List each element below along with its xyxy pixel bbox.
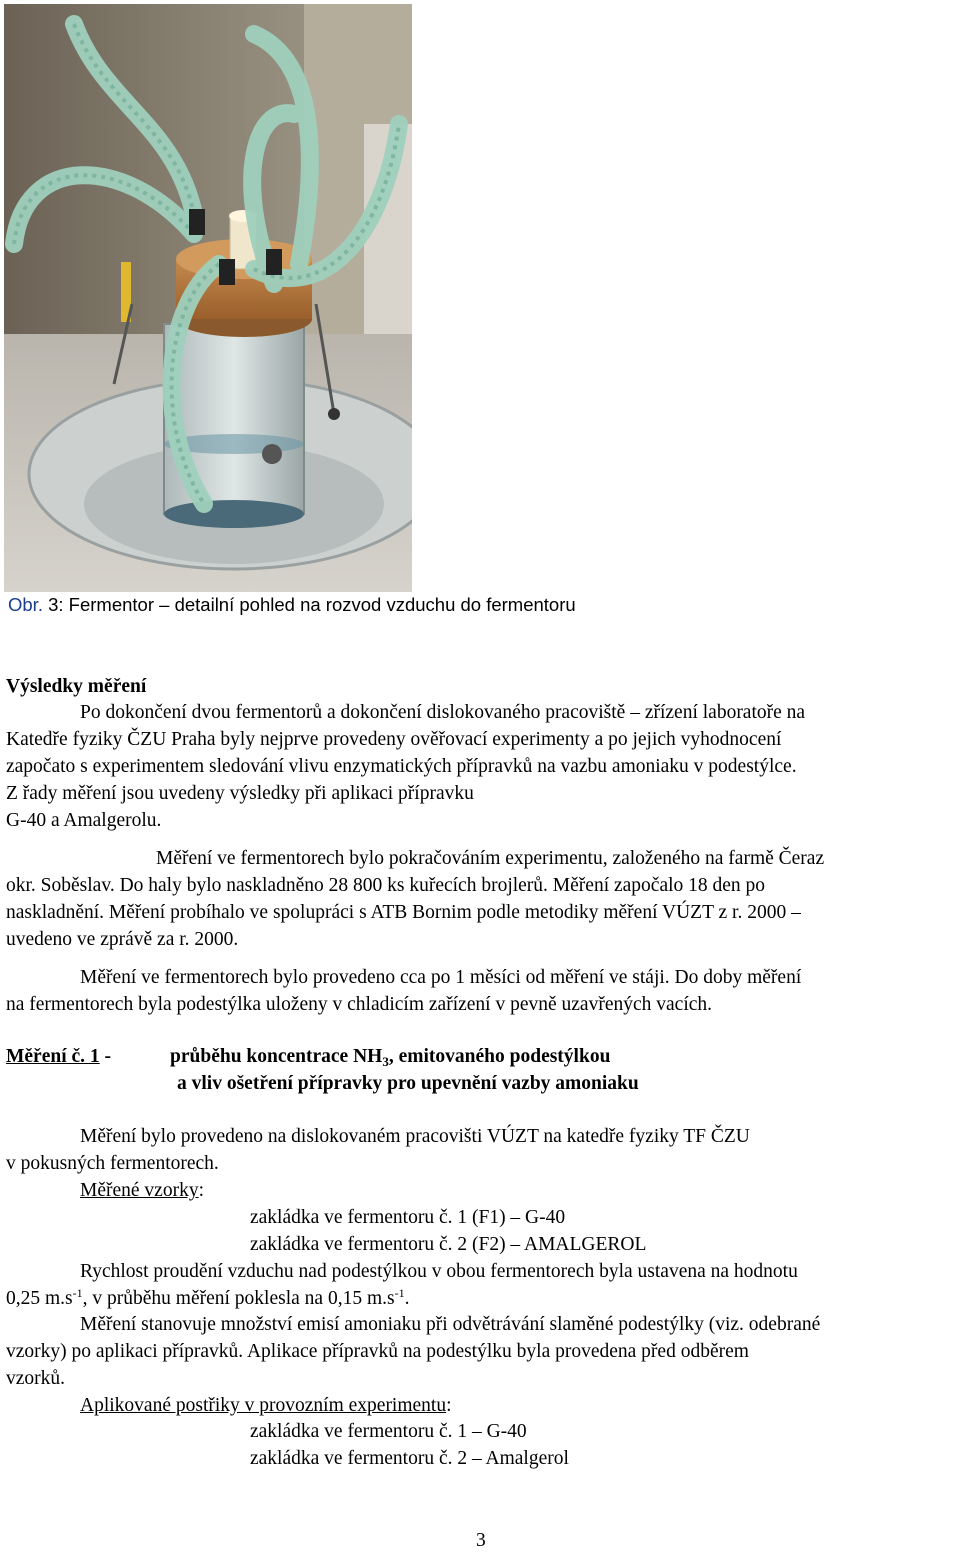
speed-line2 <box>6 1288 409 1310</box>
measurement-heading <box>6 1046 111 1068</box>
speed-line1: Rychlost proudění vzduchu nad podestýlkou v obou fermentorech byla ustavena na hodnotu <box>80 1261 798 1282</box>
sample-item-1: zakládka ve fermentoru č. 1 (F1) – G-40 <box>250 1207 566 1228</box>
spray-item-1: zakládka ve fermentoru č. 1 – G-40 <box>250 1421 527 1442</box>
results-p3-line2: na fermentorech byla podestýlka uloženy v chladicím zařízení v pevně uzavřených vacích. <box>6 994 713 1015</box>
samples-heading <box>80 1180 204 1202</box>
caption-prefix: Obr. <box>8 594 43 615</box>
sprays-heading <box>80 1395 452 1417</box>
fermentor-photo <box>4 4 412 592</box>
measurement-intro-line2: v pokusných fermentorech. <box>6 1153 219 1174</box>
results-p1-line3: započato s experimentem sledování vlivu enzymatických přípravků na vazbu amoniaku v podestýlce. <box>6 756 797 777</box>
results-p1-line4: Z řady měření jsou uvedeny výsledky při aplikaci přípravku <box>6 783 474 804</box>
page-number: 3 <box>476 1530 486 1551</box>
results-p2-line2: okr. Soběslav. Do haly bylo naskladněno 28 800 ks kuřecích brojlerů. Měření započalo 18 den po <box>6 875 766 896</box>
speed-text-b: , v průběhu měření poklesla na 0,15 m.s <box>82 1288 395 1309</box>
title-subscript: 3 <box>382 1054 389 1069</box>
method-line2: vzorky) po aplikaci přípravků. Aplikace přípravků na podestýlku byla provedena před odběrem <box>6 1341 749 1362</box>
fermentor-photo-drawing <box>4 4 412 592</box>
sprays-colon: : <box>446 1395 452 1416</box>
method-line1: Měření stanovuje množství emisí amoniaku při odvětrávání slaměné podestýlky (viz. odebrané <box>80 1314 821 1335</box>
results-p3-line1: Měření ve fermentorech bylo provedeno cca po 1 měsíci od měření ve stáji. Do doby měření <box>80 967 802 988</box>
speed-sup-1: -1 <box>72 1286 83 1300</box>
title-text-b: , emitovaného podestýlkou <box>388 1046 611 1067</box>
results-p2-line4: uvedeno ve zprávě za r. 2000. <box>6 929 239 950</box>
results-p2-line1: Měření ve fermentorech bylo pokračováním experimentu, založeného na farmě Čeraz <box>156 848 825 869</box>
figure-caption <box>8 594 576 616</box>
method-line3: vzorků. <box>6 1368 66 1389</box>
results-heading: Výsledky měření <box>6 676 147 697</box>
sprays-label: Aplikované postřiky v provozním experimentu <box>80 1395 447 1416</box>
results-p1-line5: G-40 a Amalgerolu. <box>6 810 162 831</box>
results-p1-line1: Po dokončení dvou fermentorů a dokončení dislokovaného pracoviště – zřízení laboratoře na <box>80 702 806 723</box>
spray-item-2: zakládka ve fermentoru č. 2 – Amalgerol <box>250 1448 569 1469</box>
results-p1-line2: Katedře fyziky ČZU Praha byly nejprve provedeny ověřovací experimenty a po jejich vyhodnocení <box>6 729 782 750</box>
speed-sup-2: -1 <box>394 1286 405 1300</box>
measurement-title-line2: a vliv ošetření přípravky pro upevnění vazby amoniaku <box>177 1073 639 1094</box>
measurement-intro-line1: Měření bylo provedeno na dislokovaném pracovišti VÚZT na katedře fyziky TF ČZU <box>80 1126 750 1147</box>
speed-text-c: . <box>404 1288 410 1309</box>
sample-item-2: zakládka ve fermentoru č. 2 (F2) – AMALGEROL <box>250 1234 647 1255</box>
caption-text: 3: Fermentor – detailní pohled na rozvod vzduchu do fermentoru <box>42 594 576 615</box>
measurement-label: Měření č. 1 <box>6 1046 100 1067</box>
measurement-title-line1 <box>170 1046 610 1068</box>
results-p2-line3: naskladnění. Měření probíhalo ve spolupráci s ATB Bornim podle metodiky měření VÚZT z r. 2000 – <box>6 902 801 923</box>
samples-colon: : <box>198 1180 204 1201</box>
measurement-dash: - <box>99 1046 112 1067</box>
speed-text-a: 0,25 m.s <box>6 1288 73 1309</box>
title-text-a: průběhu koncentrace NH <box>170 1046 383 1067</box>
samples-label: Měřené vzorky <box>80 1180 199 1201</box>
